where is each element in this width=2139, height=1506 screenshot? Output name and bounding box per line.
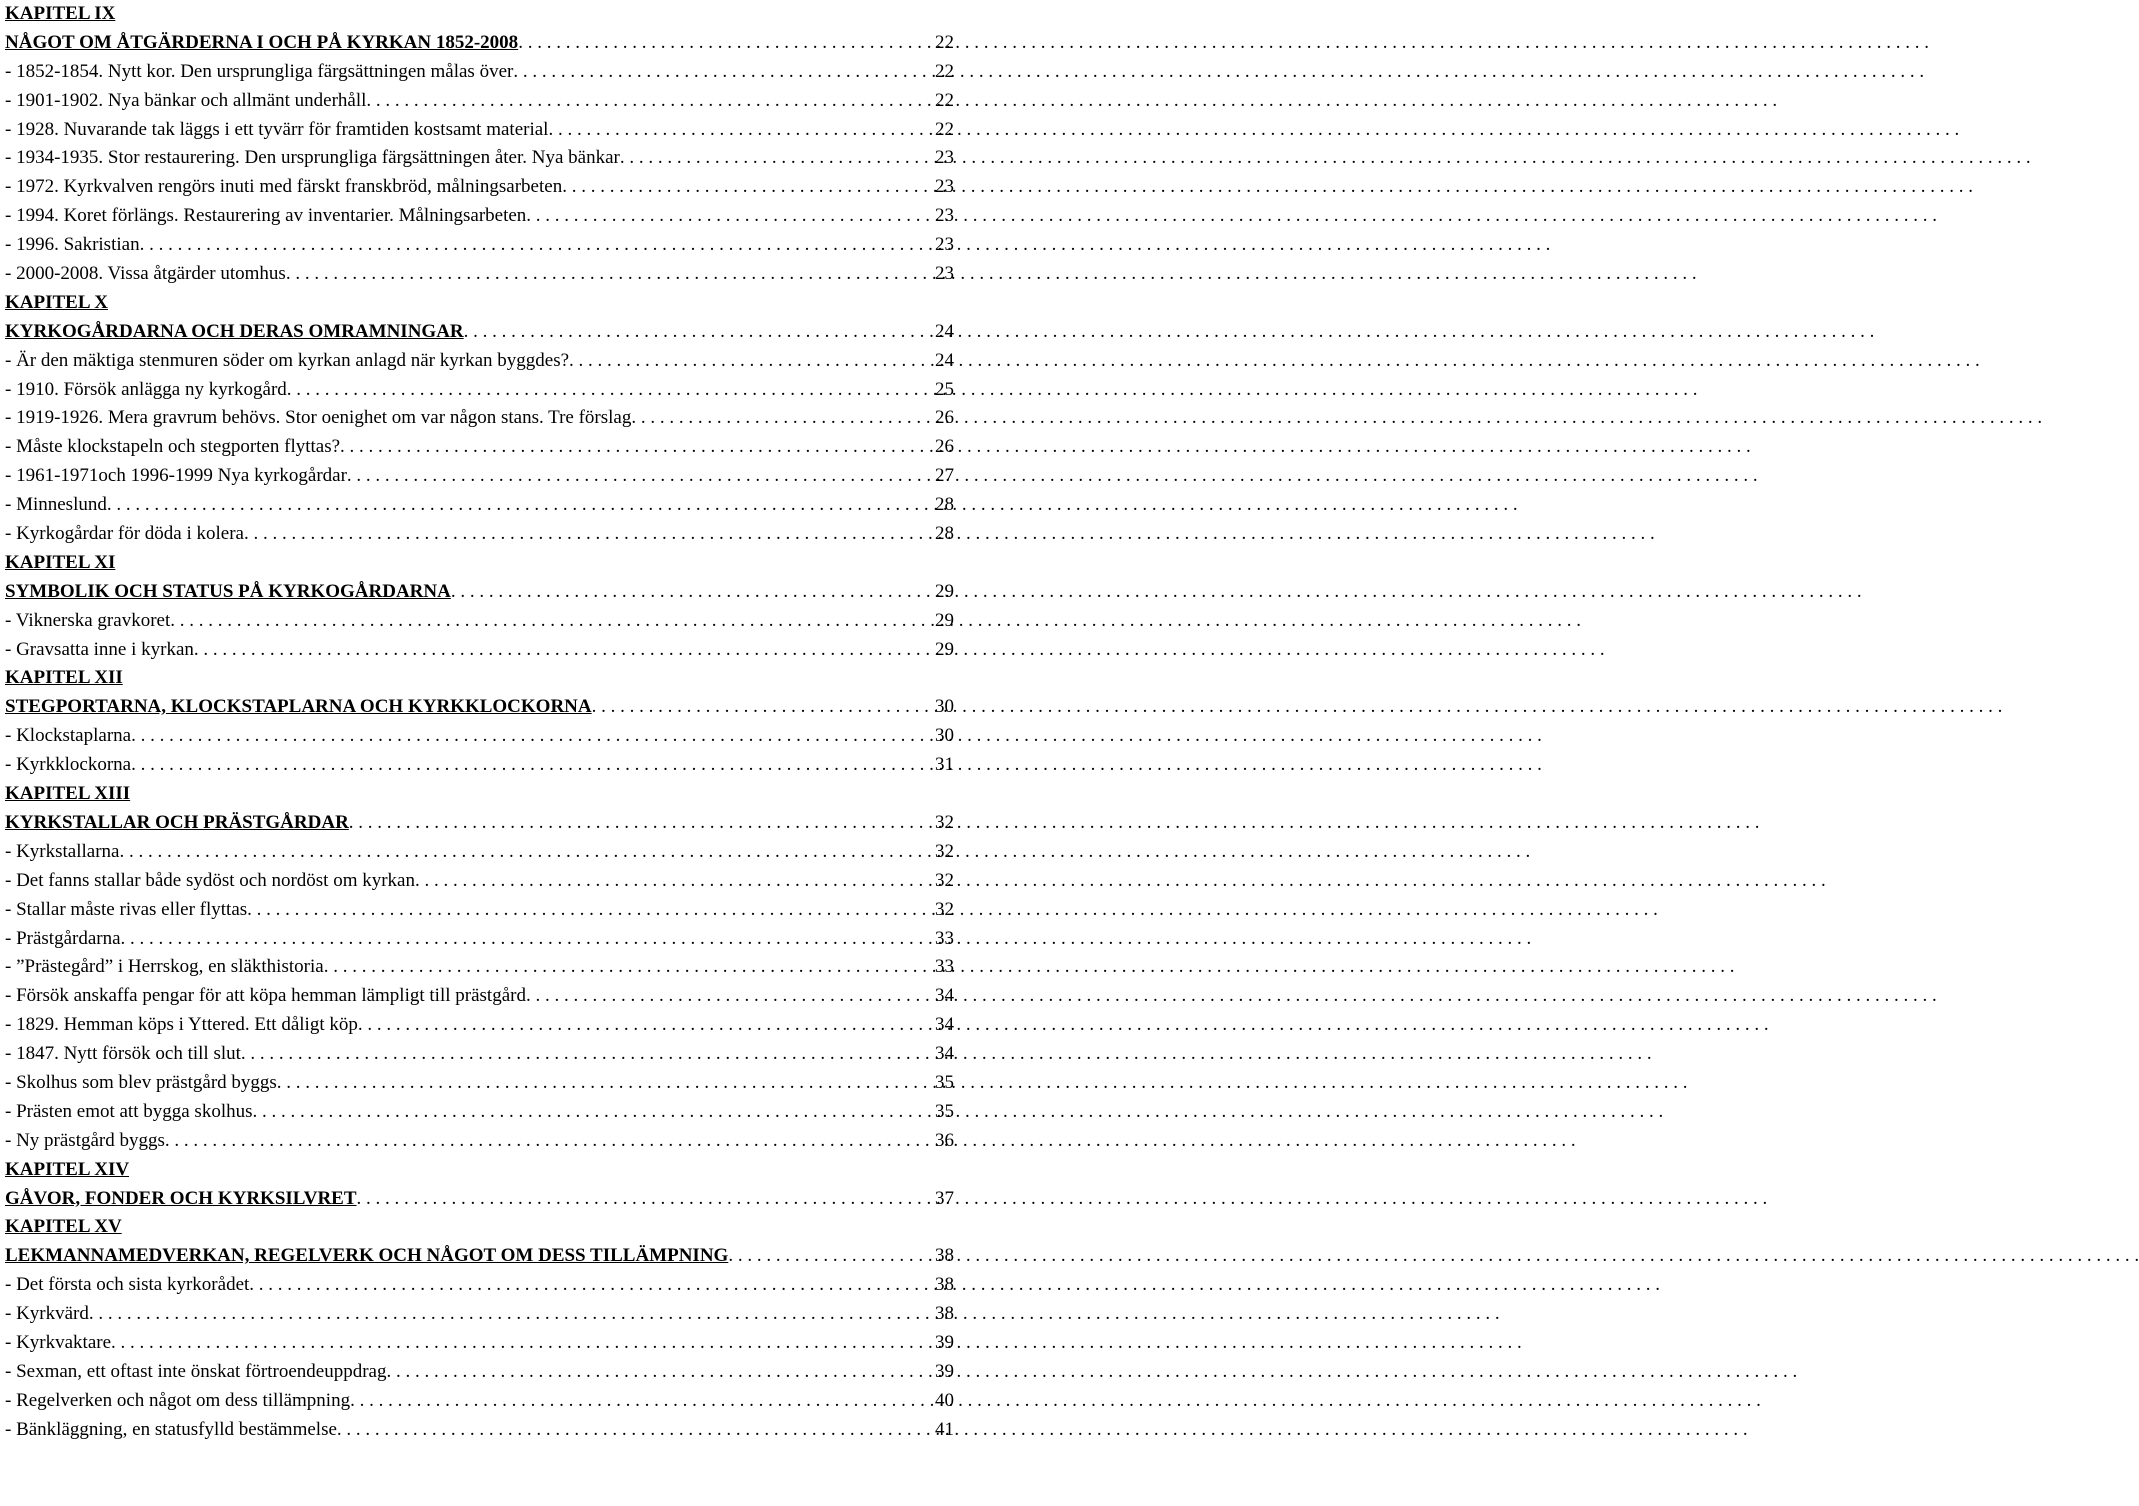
toc-entry [5,838,954,867]
page-number: 35 [935,1071,954,1093]
page-number: 32 [935,811,954,833]
chapter-title: KAPITEL XV [5,1216,122,1238]
entry-title: - 1847. Nytt försök och till slut [5,1043,241,1065]
chapter-title: KAPITEL XI [5,551,116,573]
section-heading-row [5,29,954,58]
dot-leader [620,144,933,173]
entry-title: - Stallar måste rivas eller flyttas [5,898,248,920]
dot-leader [415,867,933,896]
entry-title: - Minneslund [5,494,107,516]
section-heading: SYMBOLIK OCH STATUS PÅ KYRKOGÅRDARNA [5,580,451,602]
toc-entry [5,1329,954,1358]
dot-leader [358,1011,933,1040]
dot-leader [89,1300,933,1329]
entry-title: - 1972. Kyrkvalven rengörs inuti med färskt franskbröd, målningsarbeten [5,176,563,198]
page-number: 34 [935,985,954,1007]
dot-leader [287,376,933,405]
chapter-title: KAPITEL XII [5,667,123,689]
dot-leader [518,29,933,58]
page-number: 32 [935,898,954,920]
entry-title: - Kyrkvaktare [5,1331,112,1353]
dot-leader [131,751,933,780]
page-number: 38 [935,1303,954,1325]
page-number: 36 [935,1129,954,1151]
dot-leader [562,173,933,202]
page-number: 34 [935,1014,954,1036]
page-number: 37 [935,1187,954,1209]
toc-entry [5,260,954,289]
toc-entry [5,433,954,462]
page-number: 30 [935,725,954,747]
section-heading: KYRKSTALLAR OCH PRÄSTGÅRDAR [5,811,349,833]
page-number: 41 [935,1418,954,1440]
toc-entry [5,116,954,145]
dot-leader [324,953,933,982]
dot-leader [337,1416,933,1445]
entry-title: - Kyrkstallarna [5,840,120,862]
page-number: 39 [935,1360,954,1382]
dot-leader [347,462,933,491]
page-number: 26 [935,407,954,429]
chapter-label [5,1213,954,1242]
toc-entry [5,636,954,665]
page-number: 29 [935,609,954,631]
dot-leader [119,838,933,867]
toc-entry [5,1358,954,1387]
entry-title: - Regelverken och något om dess tillämpning [5,1389,351,1411]
toc-entry [5,1040,954,1069]
entry-title: - 1928. Nuvarande tak läggs i ett tyvärr för framtiden kostsamt material [5,118,549,140]
section-heading-row [5,318,954,347]
toc-entry [5,202,954,231]
dot-leader [569,347,933,376]
dot-leader [349,809,933,838]
dot-leader [277,1069,933,1098]
dot-leader [194,636,933,665]
entry-title: - Viknerska gravkoret [5,609,171,631]
entry-title: - 1961-1971och 1996-1999 Nya kyrkogårdar [5,465,347,487]
entry-title: - 1994. Koret förlängs. Restaurering av inventarier. Målningsarbeten [5,205,527,227]
entry-title: - 1919-1926. Mera gravrum behövs. Stor oenighet om var någon stans. Tre förslag [5,407,632,429]
section-heading-row [5,578,954,607]
toc-entry [5,404,954,433]
toc-entry [5,1271,954,1300]
dot-leader [286,260,933,289]
toc-entry [5,491,954,520]
dot-leader [165,1127,933,1156]
section-heading-row [5,1185,954,1214]
toc-entry [5,1069,954,1098]
entry-title: - Är den mäktiga stenmuren söder om kyrkan anlagd när kyrkan byggdes? [5,349,570,371]
page-number: 22 [935,60,954,82]
table-of-contents [0,0,960,1445]
dot-leader [350,1387,933,1416]
page-number: 26 [935,436,954,458]
section-heading: STEGPORTARNA, KLOCKSTAPLARNA OCH KYRKKLOCKORNA [5,696,592,718]
entry-title: - Kyrkklockorna [5,754,132,776]
dot-leader [386,1358,933,1387]
page-number: 25 [935,378,954,400]
dot-leader [244,520,933,549]
entry-title: - 1934-1935. Stor restaurering. Den ursprungliga färgsättningen åter. Nya bänkar [5,147,620,169]
page-number: 38 [935,1274,954,1296]
toc-entry [5,1387,954,1416]
toc-entry [5,1011,954,1040]
toc-entry [5,1098,954,1127]
page-number: 23 [935,263,954,285]
dot-leader [592,693,933,722]
dot-leader [241,1040,933,1069]
section-heading: KYRKOGÅRDARNA OCH DERAS OMRAMNINGAR [5,320,464,342]
page-number: 23 [935,147,954,169]
dot-leader [249,1271,933,1300]
page-number: 29 [935,638,954,660]
dot-leader [247,896,933,925]
entry-title: - Bänkläggning, en statusfylld bestämmelse [5,1418,337,1440]
dot-leader [111,1329,933,1358]
entry-title: - Måste klockstapeln och stegporten flyttas? [5,436,341,458]
toc-entry [5,144,954,173]
page-number: 22 [935,31,954,53]
toc-entry [5,953,954,982]
page-number: 24 [935,320,954,342]
entry-title: - Kyrkogårdar för döda i kolera [5,523,244,545]
chapter-label [5,289,954,318]
section-heading: LEKMANNAMEDVERKAN, REGELVERK OCH NÅGOT OM DESS TILLÄMPNING [5,1245,729,1267]
toc-entry [5,1300,954,1329]
toc-entry [5,520,954,549]
dot-leader [357,1185,933,1214]
chapter-label [5,0,954,29]
page-number: 31 [935,754,954,776]
page-number: 33 [935,927,954,949]
page-number: 35 [935,1100,954,1122]
chapter-label [5,780,954,809]
page-number: 23 [935,205,954,227]
dot-leader [464,318,933,347]
dot-leader [526,202,933,231]
entry-title: - 2000-2008. Vissa åtgärder utomhus [5,263,286,285]
toc-entry [5,1416,954,1445]
toc-entry [5,87,954,116]
dot-leader [451,578,933,607]
toc-entry [5,1127,954,1156]
page-number: 39 [935,1331,954,1353]
dot-leader [340,433,933,462]
chapter-label [5,549,954,578]
entry-title: - 1852-1854. Nytt kor. Den ursprungliga färgsättningen målas över [5,60,514,82]
entry-title: - Klockstaplarna [5,725,132,747]
section-heading: NÅGOT OM ÅTGÄRDERNA I OCH PÅ KYRKAN 1852-2008 [5,31,519,53]
page-number: 28 [935,523,954,545]
toc-entry [5,867,954,896]
page-number: 32 [935,869,954,891]
dot-leader [526,982,933,1011]
toc-entry [5,607,954,636]
dot-leader [107,491,933,520]
page-number: 33 [935,956,954,978]
page-number: 23 [935,176,954,198]
entry-title: - Prästgårdarna [5,927,121,949]
dot-leader [513,58,933,87]
entry-title: - Försök anskaffa pengar för att köpa hemman lämpligt till prästgård [5,985,526,1007]
toc-entry [5,896,954,925]
section-heading-row [5,693,954,722]
chapter-title: KAPITEL XIII [5,783,131,805]
dot-leader [631,404,933,433]
entry-title: - Gravsatta inne i kyrkan [5,638,194,660]
toc-entry [5,751,954,780]
entry-title: - 1901-1902. Nya bänkar och allmänt underhåll [5,89,367,111]
page-number: 22 [935,118,954,140]
page-number: 22 [935,89,954,111]
page-number: 29 [935,580,954,602]
dot-leader [728,1242,933,1271]
dot-leader [253,1098,934,1127]
page-number: 32 [935,840,954,862]
chapter-title: KAPITEL XIV [5,1158,130,1180]
dot-leader [366,87,933,116]
toc-entry [5,347,954,376]
entry-title: - Kyrkvärd [5,1303,89,1325]
toc-entry [5,982,954,1011]
page-number: 28 [935,494,954,516]
entry-title: - Prästen emot att bygga skolhus [5,1100,253,1122]
entry-title: - Skolhus som blev prästgård byggs [5,1071,277,1093]
toc-entry [5,462,954,491]
entry-title: - Det första och sista kyrkorådet [5,1274,250,1296]
dot-leader [140,231,933,260]
chapter-title: KAPITEL X [5,291,108,313]
page-number: 27 [935,465,954,487]
dot-leader [170,607,933,636]
entry-title: - Det fanns stallar både sydöst och nordöst om kyrkan [5,869,415,891]
page-number: 24 [935,349,954,371]
chapter-label [5,664,954,693]
page-number: 40 [935,1389,954,1411]
toc-entry [5,722,954,751]
entry-title: - 1996. Sakristian [5,234,140,256]
toc-entry [5,231,954,260]
page-number: 30 [935,696,954,718]
chapter-title: KAPITEL IX [5,3,116,24]
section-heading-row [5,1242,954,1271]
entry-title: - 1829. Hemman köps i Yttered. Ett dåligt köp [5,1014,358,1036]
dot-leader [131,722,933,751]
entry-title: - Ny prästgård byggs [5,1129,165,1151]
section-heading: GÅVOR, FONDER OCH KYRKSILVRET [5,1187,357,1209]
chapter-label [5,1156,954,1185]
toc-entry [5,173,954,202]
toc-entry [5,58,954,87]
entry-title: - 1910. Försök anlägga ny kyrkogård [5,378,287,400]
section-heading-row [5,809,954,838]
page-number: 38 [935,1245,954,1267]
entry-title: - ”Prästegård” i Herrskog, en släkthistoria [5,956,324,978]
page-number: 23 [935,234,954,256]
toc-entry [5,376,954,405]
toc-entry [5,925,954,954]
page-number: 34 [935,1043,954,1065]
dot-leader [121,925,933,954]
entry-title: - Sexman, ett oftast inte önskat förtroendeuppdrag [5,1360,387,1382]
dot-leader [548,116,933,145]
